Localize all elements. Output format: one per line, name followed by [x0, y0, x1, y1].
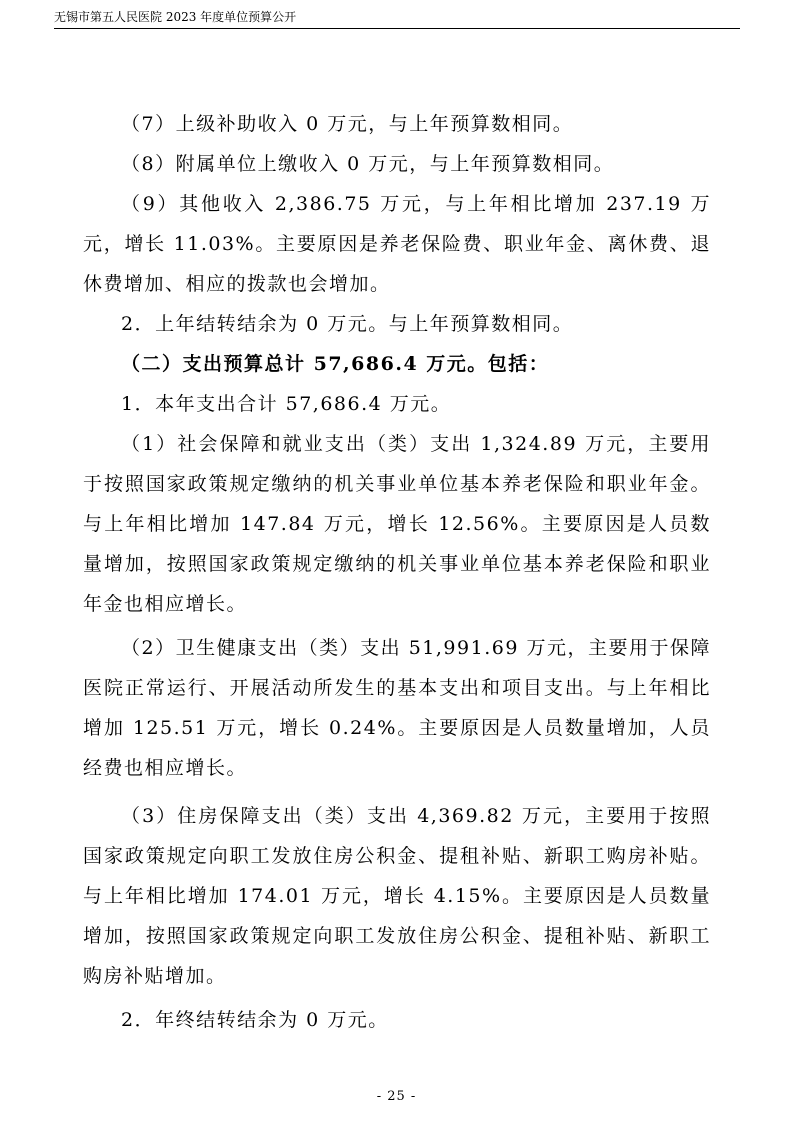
- page-header: [54, 8, 740, 29]
- paragraph-social-security-expenditure: （1）社会保障和就业支出（类）支出 1,324.89 万元，主要用于按照国家政策规定缴纳的机关事业单位基本养老保险和职业年金。与上年相比增加 147.84 万元，增长 12.56%。主要原因是人员数量增加，按照国家政策规定缴纳的机关事业单位基本养老保险和职业年金也相应增长。: [83, 433, 711, 615]
- paragraph-housing-expenditure: （3）住房保障支出（类）支出 4,369.82 万元，主要用于按照国家政策规定向职工发放住房公积金、提租补贴、新职工购房补贴。与上年相比增加 174.01 万元，增长 4.15%。主要原因是人员数量增加，按照国家政策规定向职工发放住房公积金、提租补贴、新职工购房补贴增加。: [83, 805, 711, 987]
- header-title: 无锡市第五人民医院 2023 年度单位预算公开: [54, 10, 297, 24]
- document-body: [83, 104, 711, 1040]
- paragraph-current-year-expenditure: 1．本年支出合计 57,686.4 万元。: [121, 393, 452, 415]
- paragraph-affiliated-unit-income: （8）附属单位上缴收入 0 万元，与上年预算数相同。: [121, 153, 615, 175]
- page-number: - 25 -: [376, 1089, 417, 1104]
- section-heading-expenditure-total: （二）支出预算总计 57,686.4 万元。包括：: [121, 353, 550, 375]
- paragraph-prior-year-carryover: 2．上年结转结余为 0 万元。与上年预算数相同。: [121, 313, 574, 335]
- paragraph-superior-subsidy-income: （7）上级补助收入 0 万元，与上年预算数相同。: [121, 113, 574, 135]
- paragraph-year-end-carryover: 2．年终结转结余为 0 万元。: [121, 1009, 389, 1031]
- paragraph-health-expenditure: （2）卫生健康支出（类）支出 51,991.69 万元，主要用于保障医院正常运行、开展活动所发生的基本支出和项目支出。与上年相比增加 125.51 万元，增长 0.24%。主要原因是人员数量增加，人员经费也相应增长。: [83, 637, 711, 779]
- paragraph-other-income: （9）其他收入 2,386.75 万元，与上年相比增加 237.19 万元，增长 11.03%。主要原因是养老保险费、职业年金、离休费、退休费增加、相应的拨款也会增加。: [83, 193, 711, 295]
